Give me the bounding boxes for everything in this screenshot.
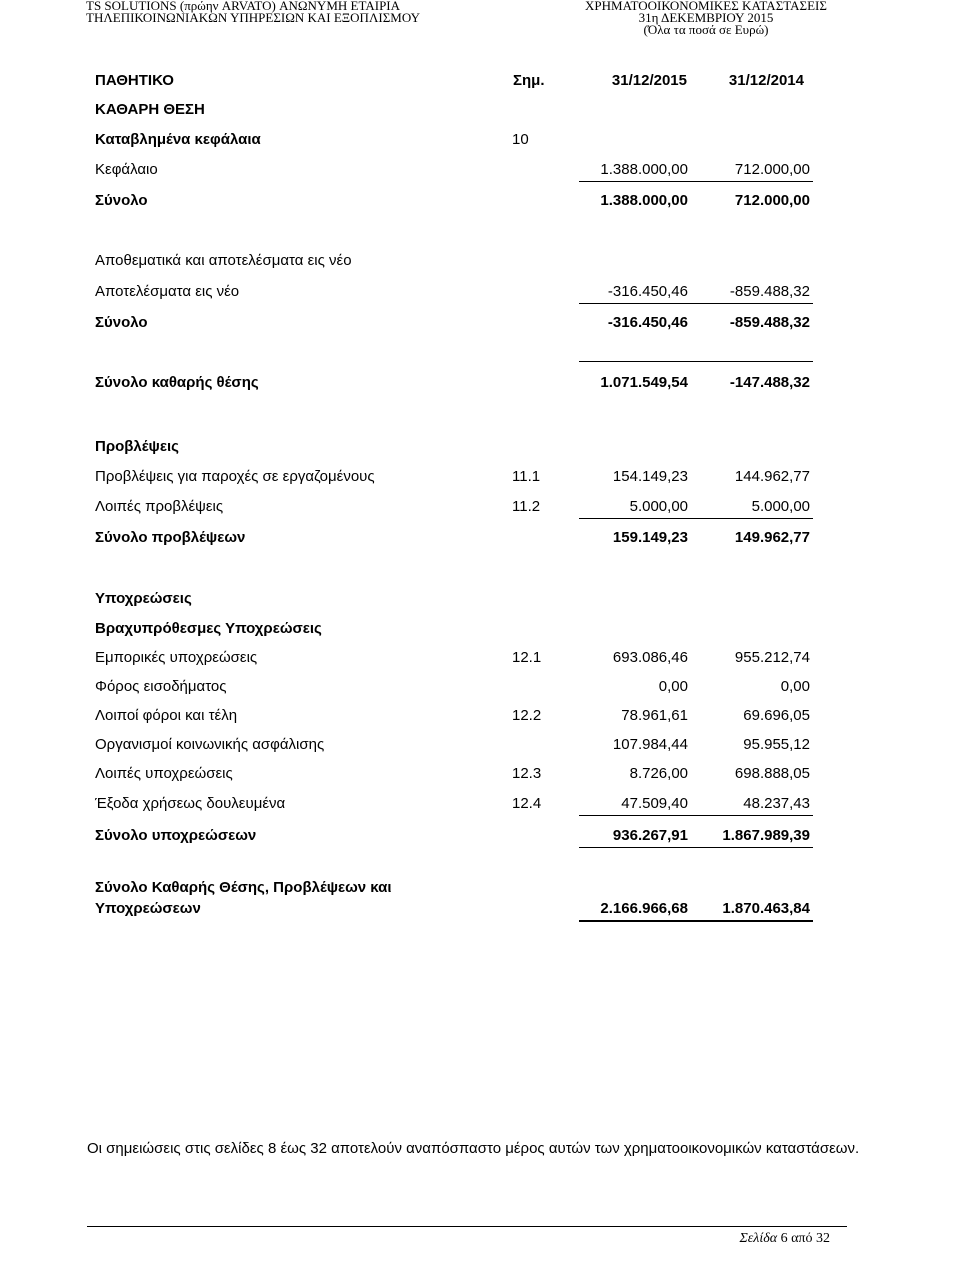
subtotal-rule	[579, 518, 813, 519]
row-value-2015: 5.000,00	[629, 498, 688, 515]
table-row	[95, 676, 815, 698]
footer-rule	[87, 1226, 847, 1227]
table-row	[95, 281, 815, 303]
row-label: Σύνολο καθαρής θέσης	[95, 374, 259, 391]
row-value-2014: 69.696,05	[743, 707, 810, 724]
row-label: Λοιπές προβλέψεις	[95, 498, 224, 515]
row-value-2015: 693.086,46	[612, 649, 688, 666]
row-value-2014: -859.488,32	[729, 314, 810, 331]
row-value-2015: 1.388.000,00	[600, 161, 688, 178]
page-count: 6 από 32	[780, 1231, 830, 1246]
row-note: 12.2	[512, 707, 542, 724]
document-title: ΧΡΗΜΑΤΟΟΙΚΟΝΟΜΙΚΕΣ ΚΑΤΑΣΤΑΣΕΙΣ	[585, 0, 827, 13]
page-word: Σελίδα	[739, 1231, 778, 1246]
row-label: Αποτελέσματα εις νέο	[95, 283, 240, 300]
table-row	[95, 312, 815, 334]
subtotal-rule	[579, 303, 813, 304]
table-row	[95, 793, 815, 815]
row-label: Σύνολο υποχρεώσεων	[95, 827, 257, 844]
row-value-2014: 5.000,00	[751, 498, 810, 515]
document-title-block	[576, 0, 836, 36]
row-value-2015: 1.071.549,54	[600, 374, 688, 391]
company-name-line-1: TS SOLUTIONS (πρώην ARVATO) ΑΝΩΝΥΜΗ ΕΤΑΙΡΙΑ	[86, 0, 401, 13]
row-label: Υποχρεώσεις	[95, 590, 192, 607]
row-value-2014: 698.888,05	[734, 765, 810, 782]
table-row	[95, 436, 815, 458]
row-value-2015: 1.388.000,00	[600, 192, 688, 209]
table-row	[95, 647, 815, 669]
table-row	[95, 159, 815, 181]
table-row	[95, 705, 815, 727]
row-value-2015: 154.149,23	[612, 468, 688, 485]
row-label: Αποθεματικά και αποτελέσματα εις νέο	[95, 252, 352, 269]
table-row	[95, 250, 815, 272]
table-row	[95, 527, 815, 549]
note-column-header: Σημ.	[513, 72, 545, 89]
table-row	[95, 99, 815, 121]
table-row	[95, 763, 815, 785]
company-name-line-2: ΤΗΛΕΠΙΚΟΙΝΩΝΙΑΚΩΝ ΥΠΗΡΕΣΙΩΝ ΚΑΙ ΕΞΟΠΛΙΣΜΟΥ	[86, 10, 420, 25]
grand-total-label-line-2: Υποχρεώσεων	[95, 900, 201, 917]
table-row	[95, 466, 815, 488]
table-row	[95, 734, 815, 756]
year-2014-column-header: 31/12/2014	[728, 72, 804, 89]
row-value-2014: 144.962,77	[734, 468, 810, 485]
table-row	[95, 372, 815, 394]
grand-total-rule	[579, 920, 813, 922]
row-value-2015: 0,00	[658, 678, 688, 695]
row-label: Οργανισμοί κοινωνικής ασφάλισης	[95, 736, 325, 753]
table-row	[95, 190, 815, 212]
row-value-2014: 0,00	[780, 678, 810, 695]
row-value-2015: 47.509,40	[621, 795, 688, 812]
year-2015-column-header: 31/12/2015	[611, 72, 687, 89]
row-label: Προβλέψεις	[95, 438, 179, 455]
row-value-2015: -316.450,46	[607, 314, 688, 331]
row-label: Λοιπές υποχρεώσεις	[95, 765, 233, 782]
grand-total-label-line-1-row	[95, 877, 815, 899]
document-date: 31η ΔΕΚΕΜΒΡΙΟΥ 2015	[638, 10, 774, 25]
row-value-2014: 1.867.989,39	[722, 827, 810, 844]
row-value-2014: 95.955,12	[743, 736, 810, 753]
row-value-2014: -147.488,32	[729, 374, 810, 391]
grand-total-value-2015: 2.166.966,68	[600, 900, 688, 917]
row-label: Σύνολο προβλέψεων	[95, 529, 246, 546]
row-label: Εμπορικές υποχρεώσεις	[95, 649, 258, 666]
grand-total-value-2014: 1.870.463,84	[722, 900, 810, 917]
table-row	[95, 496, 815, 518]
row-label: Σύνολο	[95, 314, 148, 331]
row-value-2014: 712.000,00	[734, 161, 810, 178]
grand-total-row	[95, 898, 815, 920]
row-value-2014: 955.212,74	[734, 649, 810, 666]
grand-total-label-line-1: Σύνολο Καθαρής Θέσης, Προβλέψεων και	[95, 879, 392, 896]
table-row	[95, 129, 815, 151]
row-value-2015: 936.267,91	[612, 827, 688, 844]
row-label: Φόρος εισοδήματος	[95, 678, 227, 695]
row-label: Σύνολο	[95, 192, 148, 209]
row-note: 11.1	[512, 468, 541, 485]
row-value-2014: 48.237,43	[743, 795, 810, 812]
row-label: Έξοδα χρήσεως δουλευμένα	[95, 795, 286, 812]
company-name-block	[86, 0, 420, 24]
row-value-2015: 8.726,00	[629, 765, 688, 782]
page-number	[739, 1230, 830, 1248]
row-value-2015: -316.450,46	[607, 283, 688, 300]
row-value-2014: 149.962,77	[734, 529, 810, 546]
row-value-2015: 107.984,44	[612, 736, 688, 753]
row-label: Καταβλημένα κεφάλαια	[95, 131, 261, 148]
table-row	[95, 618, 815, 640]
row-value-2014: -859.488,32	[729, 283, 810, 300]
table-header-row	[95, 70, 815, 92]
row-label: Βραχυπρόθεσμες Υποχρεώσεις	[95, 620, 322, 637]
row-label: Λοιποί φόροι και τέλη	[95, 707, 238, 724]
row-value-2015: 78.961,61	[621, 707, 688, 724]
row-note: 12.3	[512, 765, 542, 782]
row-note: 12.4	[512, 795, 542, 812]
table-row	[95, 588, 815, 610]
document-header	[0, 0, 960, 44]
subtotal-rule	[579, 181, 813, 182]
currency-note: (Όλα τα ποσά σε Ευρώ)	[643, 22, 769, 37]
row-value-2014: 712.000,00	[734, 192, 810, 209]
footnote: Οι σημειώσεις στις σελίδες 8 έως 32 αποτελούν αναπόσπαστο μέρος αυτών των χρηματοοικονομικών καταστάσεων.	[87, 1140, 860, 1157]
total-rule	[579, 361, 813, 362]
row-label: Κεφάλαιο	[95, 161, 158, 178]
row-label: ΚΑΘΑΡΗ ΘΕΣΗ	[95, 101, 205, 118]
row-note: 10	[512, 131, 529, 148]
section-title: ΠΑΘΗΤΙΚΟ	[95, 72, 174, 89]
row-note: 12.1	[512, 649, 542, 666]
row-value-2015: 159.149,23	[612, 529, 688, 546]
row-note: 11.2	[512, 498, 541, 515]
table-row	[95, 825, 815, 847]
subtotal-rule	[579, 815, 813, 816]
total-rule	[579, 847, 813, 848]
row-label: Προβλέψεις για παροχές σε εργαζομένους	[95, 468, 375, 485]
